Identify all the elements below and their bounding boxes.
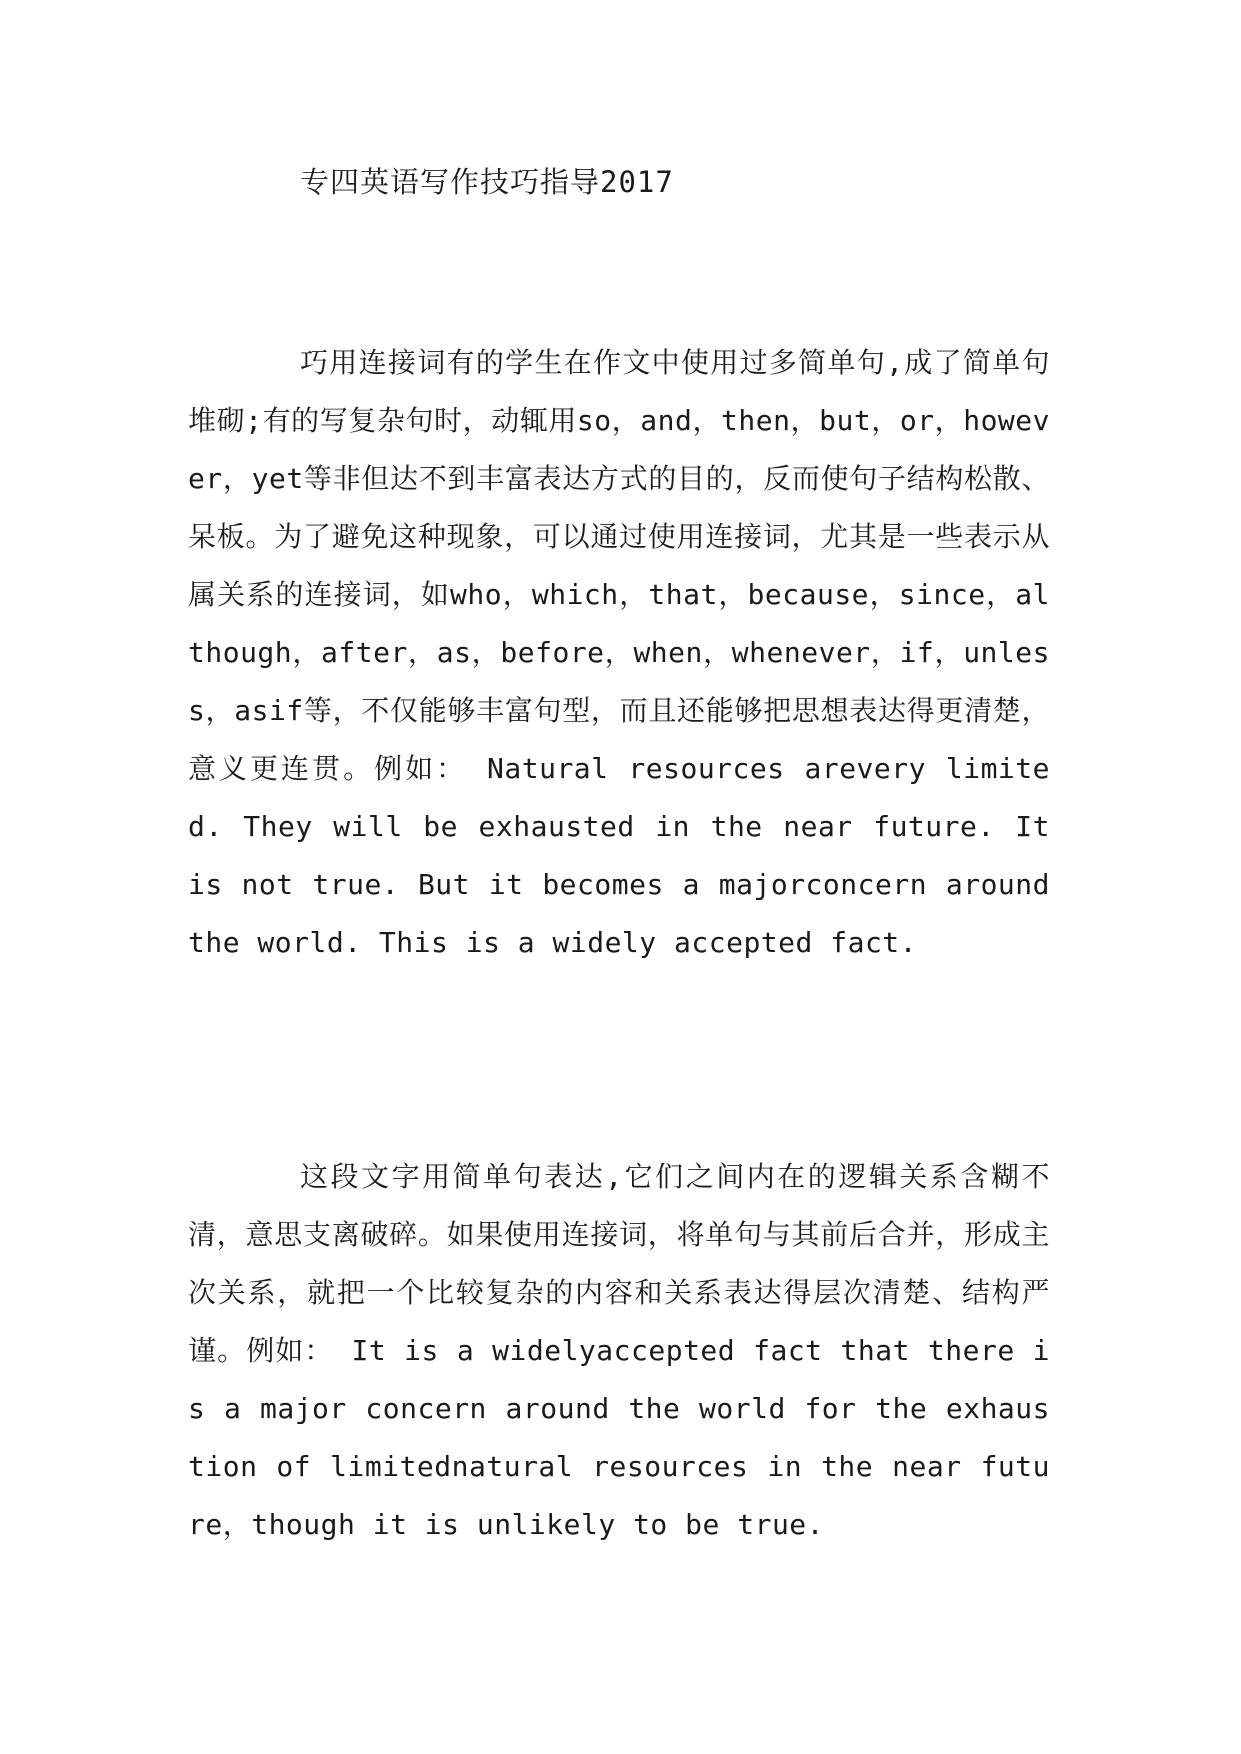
paragraph-connectives-example: 这段文字用简单句表达,它们之间内在的逻辑关系含糊不清，意思支离破碎。如果使用连接词，将单句与其前后合并，形成主次关系，就把一个比较复杂的内容和关系表达得层次清楚、结构严谨。例如： It is a widelyaccepted fact that there is a major concern around the world for the exhaustion of limitednatural resources in the near future，though it is unlikely to be true.	[188, 1160, 1050, 1541]
document-title: 专四英语写作技巧指导2017	[300, 165, 674, 199]
paragraph-connectives-intro: 巧用连接词有的学生在作文中使用过多简单句,成了简单句堆砌;有的写复杂句时，动辄用so，and，then，but，or，however，yet等非但达不到丰富表达方式的目的，反而使句子结构松散、呆板。为了避免这种现象，可以通过使用连接词，尤其是一些表示从属关系的连接词，如who，which，that，because，since，although，after，as，before，when，whenever，if，unless，asif等，不仅能够丰富句型，而且还能够把思想表达得更清楚，意义更连贯。例如： Natural resources arevery limited. They will be exhausted in the near future. It is not true. But it becomes a majorconcern around the world. This is a widely accepted fact.	[188, 346, 1050, 959]
